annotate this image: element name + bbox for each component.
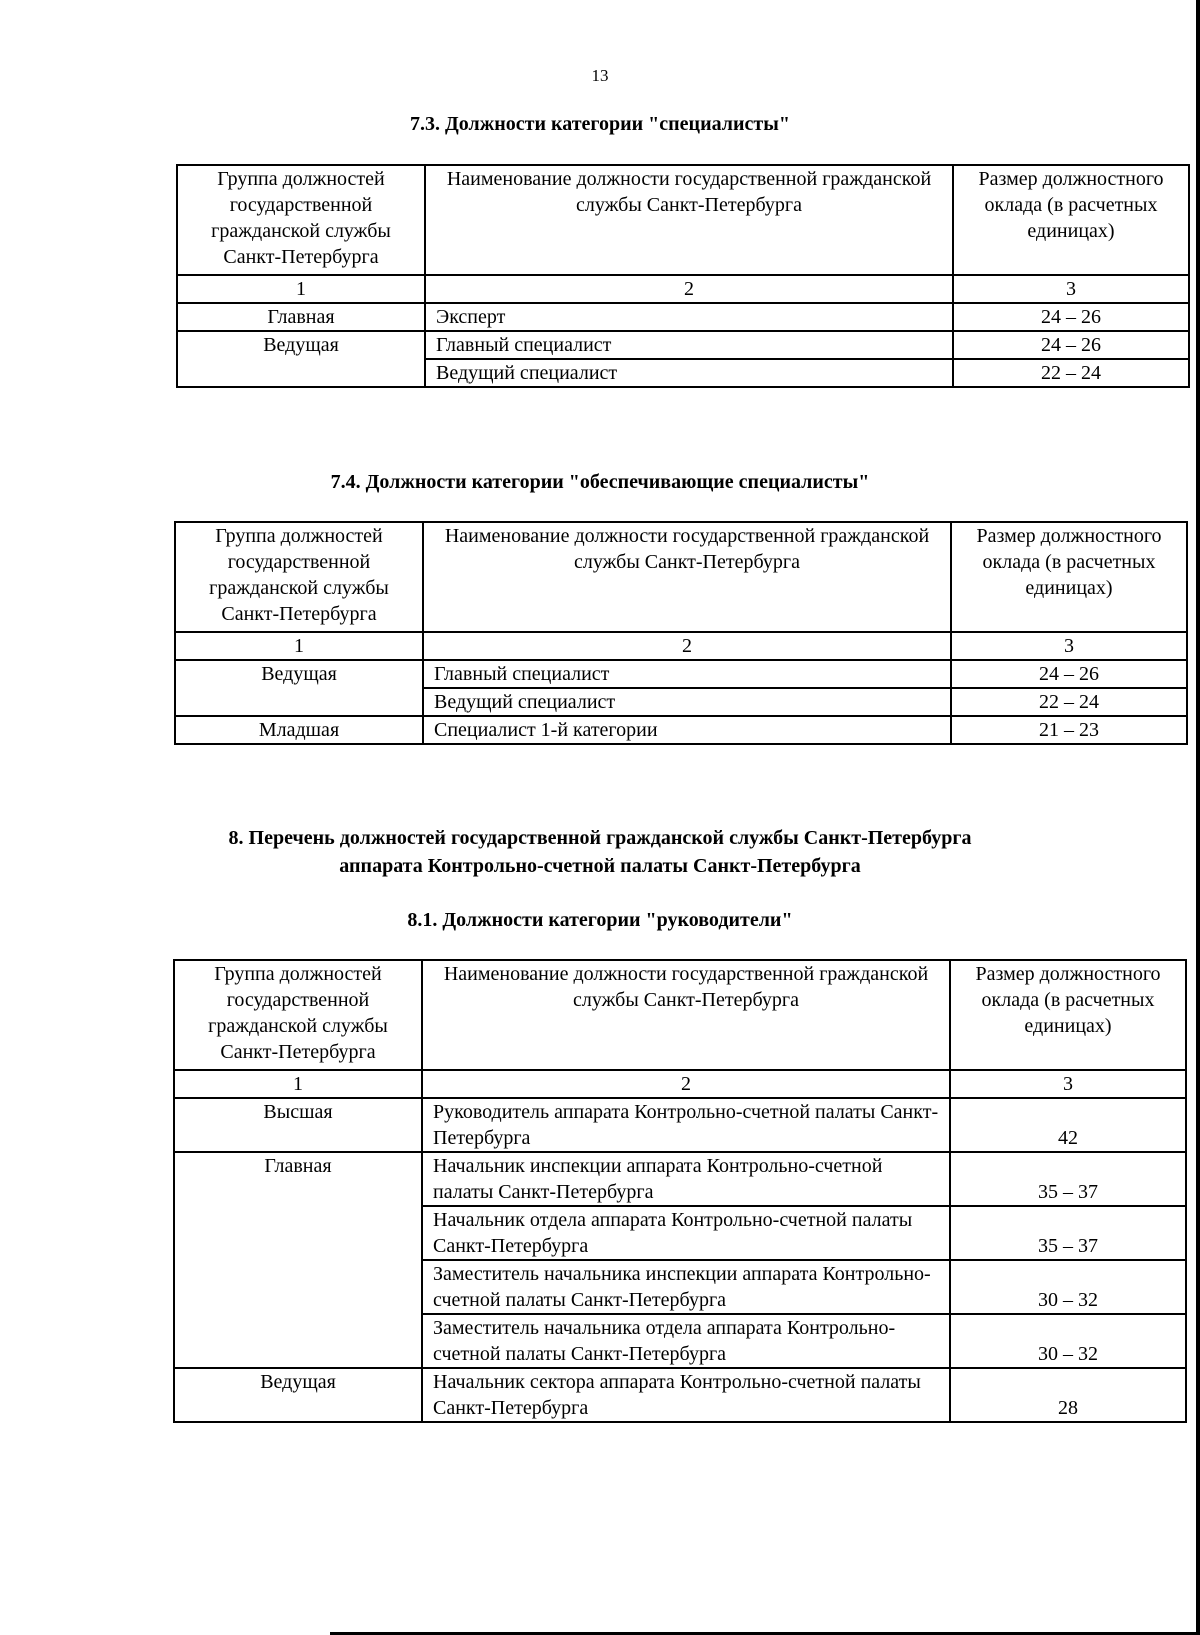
table-row — [177, 331, 1189, 359]
row-salary: 24 – 26 — [953, 331, 1189, 359]
table-header-row — [174, 960, 1186, 1070]
table-7-4 — [174, 521, 1188, 745]
col-number-3: 3 — [950, 1070, 1186, 1098]
row-position: Начальник отдела аппарата Контрольно-счетной палаты Санкт-Петербурга — [422, 1206, 950, 1260]
row-salary: 21 – 23 — [951, 716, 1187, 744]
header-group: Группа должностей государственной гражданской службы Санкт-Петербурга — [174, 960, 422, 1070]
row-position: Начальник сектора аппарата Контрольно-счетной палаты Санкт-Петербурга — [422, 1368, 950, 1422]
row-salary: 24 – 26 — [953, 303, 1189, 331]
row-group: Главная — [177, 303, 425, 331]
section-7-4-title: 7.4. Должности категории "обеспечивающие специалисты" — [330, 471, 870, 493]
section-8-title-line2: аппарата Контрольно-счетной палаты Санкт-Петербурга — [339, 855, 861, 877]
row-position: Ведущий специалист — [425, 359, 953, 387]
page-number: 13 — [591, 66, 609, 85]
header-group: Группа должностей государственной гражданской службы Санкт-Петербурга — [177, 165, 425, 275]
section-8-title-line1: 8. Перечень должностей государственной гражданской службы Санкт-Петербурга — [228, 827, 972, 849]
header-salary: Размер должностного оклада (в расчетных единицах) — [953, 165, 1189, 275]
table-row — [174, 1368, 1186, 1422]
row-position: Заместитель начальника инспекции аппарата Контрольно-счетной палаты Санкт-Петербурга — [422, 1260, 950, 1314]
header-group: Группа должностей государственной гражданской службы Санкт-Петербурга — [175, 522, 423, 632]
section-7-3-title: 7.3. Должности категории "специалисты" — [410, 113, 790, 135]
header-salary: Размер должностного оклада (в расчетных единицах) — [951, 522, 1187, 632]
col-number-1: 1 — [174, 1070, 422, 1098]
row-position: Эксперт — [425, 303, 953, 331]
column-number-row — [174, 1070, 1186, 1098]
row-group: Ведущая — [177, 331, 425, 387]
header-name: Наименование должности государственной гражданской службы Санкт-Петербурга — [425, 165, 953, 275]
table-row — [174, 1152, 1186, 1206]
column-number-row — [177, 275, 1189, 303]
row-group: Главная — [174, 1152, 422, 1368]
row-position: Главный специалист — [423, 660, 951, 688]
table-header-row — [177, 165, 1189, 275]
header-salary: Размер должностного оклада (в расчетных единицах) — [950, 960, 1186, 1070]
row-group: Младшая — [175, 716, 423, 744]
table-row — [175, 716, 1187, 744]
row-salary: 35 – 37 — [950, 1152, 1186, 1206]
row-salary: 35 – 37 — [950, 1206, 1186, 1260]
row-salary: 30 – 32 — [950, 1260, 1186, 1314]
table-7-3 — [176, 164, 1190, 388]
row-group: Ведущая — [175, 660, 423, 716]
table-8-1 — [173, 959, 1187, 1423]
row-salary: 42 — [950, 1098, 1186, 1152]
col-number-2: 2 — [422, 1070, 950, 1098]
col-number-3: 3 — [953, 275, 1189, 303]
col-number-2: 2 — [423, 632, 951, 660]
row-salary: 22 – 24 — [951, 688, 1187, 716]
header-name: Наименование должности государственной гражданской службы Санкт-Петербурга — [422, 960, 950, 1070]
row-position: Заместитель начальника отдела аппарата Контрольно-счетной палаты Санкт-Петербурга — [422, 1314, 950, 1368]
table-row — [174, 1098, 1186, 1152]
col-number-2: 2 — [425, 275, 953, 303]
row-salary: 24 – 26 — [951, 660, 1187, 688]
row-position: Руководитель аппарата Контрольно-счетной палаты Санкт-Петербурга — [422, 1098, 950, 1152]
col-number-3: 3 — [951, 632, 1187, 660]
row-salary: 22 – 24 — [953, 359, 1189, 387]
row-group: Высшая — [174, 1098, 422, 1152]
scan-edge-line — [1196, 0, 1200, 1635]
table-row — [177, 303, 1189, 331]
table-row — [175, 660, 1187, 688]
section-8-1-title: 8.1. Должности категории "руководители" — [407, 909, 793, 931]
row-position: Ведущий специалист — [423, 688, 951, 716]
table-header-row — [175, 522, 1187, 632]
row-salary: 30 – 32 — [950, 1314, 1186, 1368]
row-group: Ведущая — [174, 1368, 422, 1422]
column-number-row — [175, 632, 1187, 660]
row-salary: 28 — [950, 1368, 1186, 1422]
col-number-1: 1 — [175, 632, 423, 660]
col-number-1: 1 — [177, 275, 425, 303]
row-position: Начальник инспекции аппарата Контрольно-счетной палаты Санкт-Петербурга — [422, 1152, 950, 1206]
row-position: Специалист 1-й категории — [423, 716, 951, 744]
row-position: Главный специалист — [425, 331, 953, 359]
header-name: Наименование должности государственной гражданской службы Санкт-Петербурга — [423, 522, 951, 632]
